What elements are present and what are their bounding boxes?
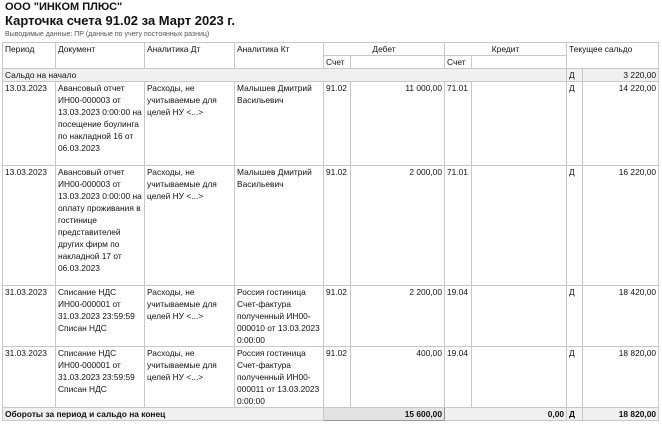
table-row [3, 286, 659, 347]
row-period: 13.03.2023 [3, 82, 56, 166]
row-document: Авансовый отчет ИН00-000003 от 13.03.2023 0:00:00 на посещение боулинга по накладной 16 от 06.03.2023 [56, 82, 145, 166]
row-credit-amount [472, 82, 567, 166]
row-document: Списание НДС ИН00-000001 от 31.03.2023 23:59:59 Списан НДС [56, 286, 145, 347]
table-row [3, 166, 659, 286]
row-period: 13.03.2023 [3, 166, 56, 286]
col-header-document: Документ [56, 43, 145, 69]
col-header-analytics-kt: Аналитика Кт [235, 43, 324, 69]
col-header-credit-account: Счет [445, 56, 472, 69]
row-credit-account: 19.04 [445, 286, 472, 347]
table-row [3, 347, 659, 408]
row-period: 31.03.2023 [3, 286, 56, 347]
totals-credit: 0,00 [445, 408, 567, 421]
row-side: Д [567, 347, 583, 408]
row-credit-account: 71.01 [445, 82, 472, 166]
row-analytics-kt: Россия гостиница Счет-фактура полученный ИН00-000010 от 13.03.2023 0:00:00 [235, 286, 324, 347]
row-debit-amount: 2 000,00 [351, 166, 445, 286]
row-credit-account: 19.04 [445, 347, 472, 408]
row-period: 31.03.2023 [3, 347, 56, 408]
organization-name: ООО "ИНКОМ ПЛЮС" [5, 1, 123, 13]
row-debit-account: 91.02 [324, 166, 351, 286]
row-credit-amount [472, 166, 567, 286]
row-debit-account: 91.02 [324, 286, 351, 347]
row-side: Д [567, 166, 583, 286]
row-debit-account: 91.02 [324, 82, 351, 166]
opening-amount: 3 220,00 [583, 69, 659, 82]
col-header-debit-amount [351, 56, 445, 69]
table-row [3, 82, 659, 166]
row-document: Авансовый отчет ИН00-000003 от 13.03.2023 0:00:00 на оплату проживания в гостинице представителей других фирм по накладной 17 от 06.03.2023 [56, 166, 145, 286]
row-debit-amount: 11 000,00 [351, 82, 445, 166]
row-analytics-kt: Россия гостиница Счет-фактура полученный ИН00-000011 от 13.03.2023 0:00:00 [235, 347, 324, 408]
totals-debit: 15 600,00 [324, 408, 445, 421]
col-header-credit: Кредит [445, 43, 567, 56]
col-header-balance: Текущее сальдо [567, 43, 659, 69]
opening-side: Д [567, 69, 583, 82]
account-card-table [2, 42, 659, 421]
totals-side: Д [567, 408, 583, 421]
row-debit-account: 91.02 [324, 347, 351, 408]
row-debit-amount: 2 200,00 [351, 286, 445, 347]
totals-balance: 18 820,00 [583, 408, 659, 421]
row-balance: 16 220,00 [583, 166, 659, 286]
col-header-period: Период [3, 43, 56, 69]
opening-balance-row [3, 69, 659, 82]
row-analytics-dt: Расходы, не учитываемые для целей НУ <...> [145, 286, 235, 347]
row-credit-amount [472, 286, 567, 347]
totals-label: Обороты за период и сальдо на конец [3, 408, 324, 421]
row-balance: 14 220,00 [583, 82, 659, 166]
row-side: Д [567, 286, 583, 347]
report-subtitle: Выводимые данные: ПР (данные по учету постоянных разниц) [5, 31, 210, 38]
row-analytics-kt: Малышев Дмитрий Васильевич [235, 82, 324, 166]
row-debit-amount: 400,00 [351, 347, 445, 408]
opening-label: Сальдо на начало [3, 69, 567, 82]
totals-row [3, 408, 659, 421]
row-balance: 18 820,00 [583, 347, 659, 408]
col-header-debit: Дебет [324, 43, 445, 56]
row-analytics-dt: Расходы, не учитываемые для целей НУ <...> [145, 166, 235, 286]
row-credit-account: 71.01 [445, 166, 472, 286]
col-header-debit-account: Счет [324, 56, 351, 69]
row-document: Списание НДС ИН00-000001 от 31.03.2023 23:59:59 Списан НДС [56, 347, 145, 408]
col-header-credit-amount [472, 56, 567, 69]
row-credit-amount [472, 347, 567, 408]
row-analytics-dt: Расходы, не учитываемые для целей НУ <...> [145, 347, 235, 408]
row-side: Д [567, 82, 583, 166]
row-analytics-kt: Малышев Дмитрий Васильевич [235, 166, 324, 286]
row-analytics-dt: Расходы, не учитываемые для целей НУ <...> [145, 82, 235, 166]
col-header-analytics-dt: Аналитика Дт [145, 43, 235, 69]
report-title: Карточка счета 91.02 за Март 2023 г. [5, 13, 236, 28]
row-balance: 18 420,00 [583, 286, 659, 347]
